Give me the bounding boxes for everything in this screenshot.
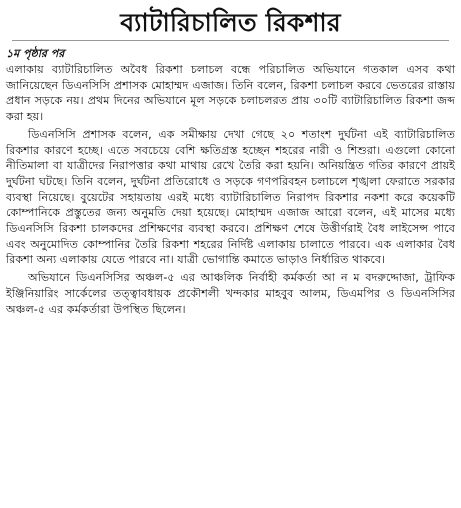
article-body — [6, 62, 455, 317]
paragraph: এলাকায় ব্যাটারিচালিত অবৈধ রিকশা চলাচল বন্ধে পরিচালিত অভিযানে গতকাল এসব কথা জানিয়েছেন ডিএনসিসি প্রশাসক মোহাম্মদ এজাজ। তিনি বলেন, রিকশা চলাচল করবে ভেতরের রাস্তায় প্রধান সড়কে নয়। প্রথম দিনের অভিযানে মূল সড়কে চলাচলরত প্রায় ৩০টি ব্যাটারিচালিত রিকশা জব্দ করা হয়। — [6, 63, 455, 124]
continued-from-label: ১ম পৃষ্ঠার পর — [6, 47, 65, 60]
paragraph: অভিযানে ডিএনসিসির অঞ্চল-৫ এর আঞ্চলিক নির্বাহী কর্মকর্তা আ ন ম বদরুদ্দোজা, ট্রাফিক ইঞ্জিনিয়ারিং সার্কেলের তত্ত্বাবধায়ক প্রকৌশলী খন্দকার মাহবুব আলম, ডিএমপির ও ডিএনসিসির অঞ্চল-৫ এর কর্মকর্তারা উপস্থিত ছিলেন। — [6, 271, 455, 316]
headline: ব্যাটারিচালিত রিকশার — [6, 6, 455, 42]
paragraph: ডিএনসিসি প্রশাসক বলেন, এক সমীক্ষায় দেখা গেছে ২০ শতাংশ দুর্ঘটনা এই ব্যাটারিচালিত রিকশার কারণে হচ্ছে। এতে সবচেয়ে বেশি ক্ষতিগ্রস্ত হচ্ছেন শহরের নারী ও শিশুরা। এগুলো কোনো নীতিমালা বা যাত্রীদের নিরাপত্তার কথা মাথায় রেখে তৈরি করা হয়নি। অনিয়ন্ত্রিত গতির কারণে প্রায়ই দুর্ঘটনা ঘটছে। তিনি বলেন, দুর্ঘটনা প্রতিরোধে ও সড়কে গণপরিবহন চলাচলে শৃঙ্খলা ফেরাতে সরকার ব্যবস্থা নিয়েছে। বুয়েটের সহায়তায় এরই মধ্যে ব্যাটারিচালিত নিরাপদ রিকশার নকশা করে কয়েকটি কোম্পানিকে প্রস্তুতের জন্য অনুমতি দেয়া হয়েছে। মোহাম্মদ এজাজ আরো বলেন, এই মাসের মধ্যে ডিএনসিসি রিকশা চালকদের প্রশিক্ষণের ব্যবস্থা করবে। প্রশিক্ষণ শেষে উত্তীর্ণরাই বৈধ লাইসেন্স পাবে এবং অনুমোদিত কোম্পানির তৈরি রিকশা শহরের নির্দিষ্ট এলাকায় চালাতে পারবে। এক এলাকার বৈধ রিকশা অন্য এলাকায় যেতে পারবে না। যাত্রী ভোগান্তি কমাতে ভাড়াও নির্ধারিত থাকবে। — [6, 127, 455, 267]
